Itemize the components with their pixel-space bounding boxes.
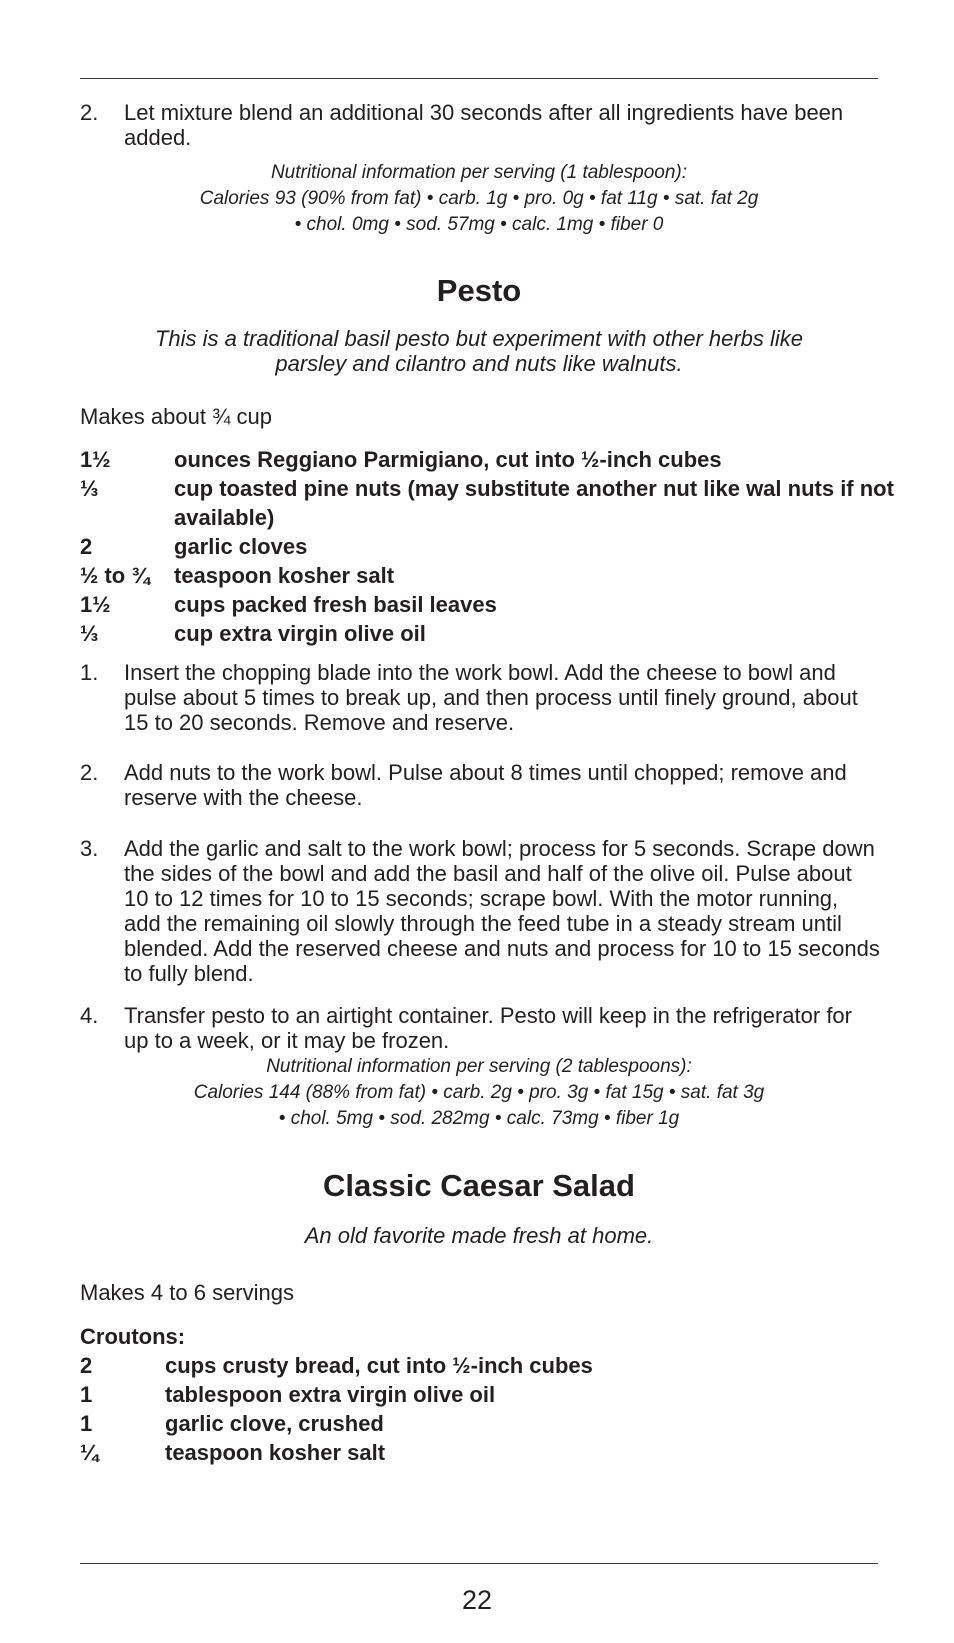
ingredient-row: [80, 619, 894, 648]
nutrition-line: Calories 144 (88% from fat) • carb. 2g • pro. 3g • fat 15g • sat. fat 3g: [193, 1082, 765, 1103]
pesto-nutrition: [80, 1054, 878, 1132]
ingredient-row: [80, 590, 894, 619]
intro-line: parsley and cilantro and nuts like walnuts.: [275, 351, 683, 376]
top-rule: [80, 78, 878, 79]
ingredient-description: garlic clove, crushed: [165, 1411, 384, 1436]
pesto-intro: [80, 326, 878, 376]
croutons-heading: Croutons:: [80, 1324, 186, 1349]
ingredient-quantity: 2: [80, 1353, 93, 1378]
ingredient-quantity: ⅓: [80, 476, 99, 501]
ingredient-description: teaspoon kosher salt: [174, 563, 395, 588]
ingredient-description: tablespoon extra virgin olive oil: [165, 1382, 496, 1407]
pesto-step-4: [80, 1003, 880, 1053]
ingredient-description: cups packed fresh basil leaves: [174, 592, 497, 617]
ingredient-description: cup extra virgin olive oil: [174, 621, 426, 646]
croutons-ingredient-list: [80, 1351, 885, 1467]
ingredient-row: [80, 561, 894, 590]
step-text: Insert the chopping blade into the work bowl. Add the cheese to bowl and pulse about 5 times to break up, and then process until finely ground, about 15 to 20 seconds. Remove and reserve.: [124, 660, 858, 735]
ingredient-quantity: 1: [80, 1382, 93, 1407]
ingredient-quantity: 1½: [80, 447, 111, 472]
ingredient-description: cups crusty bread, cut into ½-inch cubes: [165, 1353, 593, 1378]
bottom-rule: [80, 1563, 878, 1564]
ingredient-row: [80, 1380, 885, 1409]
pesto-step-2: [80, 760, 880, 810]
ingredient-row: [80, 1438, 885, 1467]
step-number: 2.: [80, 760, 99, 785]
caesar-title: Classic Caesar Salad: [323, 1168, 635, 1203]
pesto-step-1: [80, 660, 880, 735]
ingredient-description: ounces Reggiano Parmigiano, cut into ½-inch cubes: [174, 447, 722, 472]
pesto-ingredient-list: [80, 445, 894, 648]
ingredient-description: cup toasted pine nuts (may substitute another nut like wal nuts if not available): [174, 476, 894, 530]
nutrition-line: • chol. 0mg • sod. 57mg • calc. 1mg • fiber 0: [294, 214, 664, 235]
step-number: 2.: [80, 100, 99, 125]
ingredient-quantity: ½ to ¾: [80, 563, 150, 588]
ingredient-row: [80, 474, 894, 532]
ingredient-quantity: ¼: [80, 1440, 99, 1465]
nutrition-heading: Nutritional information per serving (1 tablespoon):: [270, 162, 688, 183]
ingredient-quantity: 1: [80, 1411, 93, 1436]
ingredient-row: [80, 532, 894, 561]
step-text: Transfer pesto to an airtight container. Pesto will keep in the refrigerator for up to a week, or it may be frozen.: [124, 1003, 852, 1053]
ingredient-description: garlic cloves: [174, 534, 308, 559]
ingredient-quantity: ⅓: [80, 621, 99, 646]
pesto-yield: Makes about ¾ cup: [80, 404, 273, 429]
step-number: 1.: [80, 660, 99, 685]
ingredient-description: teaspoon kosher salt: [165, 1440, 386, 1465]
ingredient-row: [80, 445, 894, 474]
previous-recipe-nutrition: [80, 160, 878, 238]
pesto-step-3: [80, 836, 880, 986]
pesto-title: Pesto: [436, 273, 522, 308]
step-number: 3.: [80, 836, 99, 861]
ingredient-row: [80, 1409, 885, 1438]
nutrition-line: Calories 93 (90% from fat) • carb. 1g • pro. 0g • fat 11g • sat. fat 2g: [199, 188, 759, 209]
nutrition-heading: Nutritional information per serving (2 tablespoons):: [266, 1056, 692, 1077]
step-text: Add the garlic and salt to the work bowl; process for 5 seconds. Scrape down the sides of the bowl and add the basil and half of the olive oil. Pulse about 10 to 12 times for 10 to 15 seconds; scrape bowl. With the motor running, add the remaining oil slowly through the feed tube in a steady stream until blended. Add the reserved cheese and nuts and process for 10 to 15 seconds to fully blend.: [124, 836, 880, 986]
ingredient-row: [80, 1351, 885, 1380]
step-text: Let mixture blend an additional 30 seconds after all ingredients have been added.: [124, 100, 844, 150]
caesar-intro: An old favorite made fresh at home.: [304, 1223, 654, 1248]
ingredient-quantity: 2: [80, 534, 93, 559]
step-number: 4.: [80, 1003, 99, 1028]
intro-line: This is a traditional basil pesto but experiment with other herbs like: [154, 326, 804, 351]
step-text: Add nuts to the work bowl. Pulse about 8 times until chopped; remove and reserve with the cheese.: [124, 760, 847, 810]
caesar-yield: Makes 4 to 6 servings: [80, 1280, 294, 1305]
nutrition-line: • chol. 5mg • sod. 282mg • calc. 73mg • fiber 1g: [278, 1108, 680, 1129]
previous-recipe-step-2: [80, 100, 880, 150]
page-number: 22: [461, 1585, 493, 1615]
ingredient-quantity: 1½: [80, 592, 111, 617]
